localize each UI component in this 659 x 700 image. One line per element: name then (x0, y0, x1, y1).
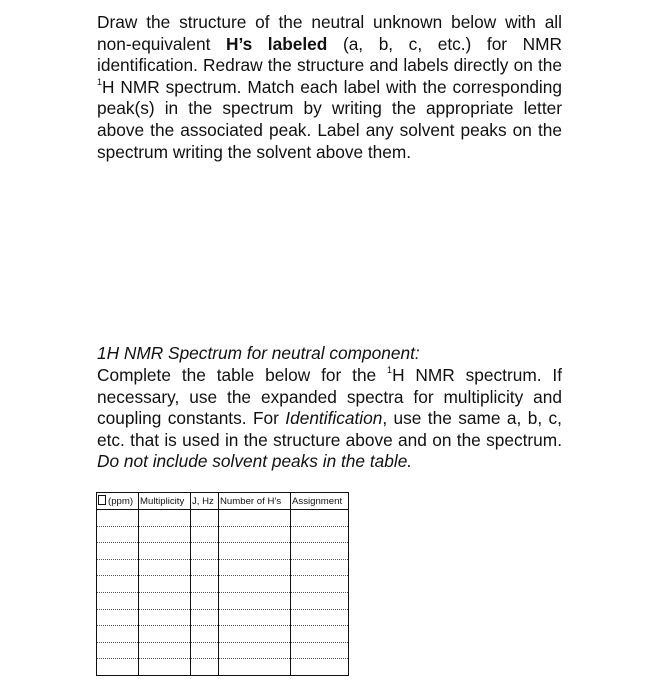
multiplicity-cell[interactable] (139, 559, 191, 576)
assignment-cell[interactable] (291, 609, 349, 626)
instructions-text-3: H NMR spectrum. Match each label with the corresponding peak(s) in the spectrum by writing the appropriate letter above the associated peak. Label any solvent peaks on the spectrum writing the solvent above them. (97, 76, 562, 162)
multiplicity-cell[interactable] (139, 642, 191, 659)
table-row (97, 642, 349, 659)
table-row (97, 576, 349, 593)
assignment-cell[interactable] (291, 559, 349, 576)
coupling-cell[interactable] (191, 543, 219, 560)
coupling-cell[interactable] (191, 559, 219, 576)
missing-glyph-icon (98, 495, 106, 505)
multiplicity-cell[interactable] (139, 543, 191, 560)
count-cell[interactable] (219, 543, 291, 560)
nmr-data-table (96, 492, 349, 676)
identification-italic: Identification (285, 408, 383, 429)
table-row (97, 609, 349, 626)
instructions-bold-text: H’s labeled (225, 33, 328, 54)
superscript-1b: 1 (387, 365, 393, 376)
shift-cell[interactable] (97, 526, 139, 543)
table-row (97, 559, 349, 576)
header-assignment: Assignment (291, 493, 349, 510)
assignment-cell[interactable] (291, 526, 349, 543)
count-cell[interactable] (219, 510, 291, 527)
superscript-1: 1 (97, 77, 103, 88)
instructions-paragraph (97, 12, 562, 163)
table-row (97, 659, 349, 676)
table-row (97, 592, 349, 609)
count-cell[interactable] (219, 626, 291, 643)
table-instructions-text-1: Complete the table below for the (97, 365, 388, 385)
header-coupling: J, Hz (191, 493, 219, 510)
assignment-cell[interactable] (291, 592, 349, 609)
table-row (97, 526, 349, 543)
shift-cell[interactable] (97, 642, 139, 659)
table-instructions-text-3: , use the same a, b, c, etc. that is used in the structure above and on the spectrum. (97, 408, 562, 450)
shift-cell[interactable] (97, 559, 139, 576)
count-cell[interactable] (219, 526, 291, 543)
shift-cell[interactable] (97, 592, 139, 609)
coupling-cell[interactable] (191, 576, 219, 593)
multiplicity-cell[interactable] (139, 526, 191, 543)
multiplicity-cell[interactable] (139, 626, 191, 643)
shift-cell[interactable] (97, 609, 139, 626)
spectrum-heading: 1H NMR Spectrum for neutral component: (97, 343, 420, 363)
header-number-of-h: Number of H’s (219, 493, 291, 510)
count-cell[interactable] (219, 592, 291, 609)
assignment-cell[interactable] (291, 642, 349, 659)
coupling-cell[interactable] (191, 642, 219, 659)
table-row (97, 626, 349, 643)
count-cell[interactable] (219, 576, 291, 593)
header-shift: (ppm) (97, 493, 139, 510)
coupling-cell[interactable] (191, 659, 219, 676)
table-instructions-text-2: H NMR spectrum. If necessary, use the expanded spectra for multiplicity and coupling constants. For (97, 365, 562, 429)
coupling-cell[interactable] (191, 609, 219, 626)
instructions-text-1: Draw the structure of the neutral unknown below with all non-equivalent (97, 12, 562, 54)
multiplicity-cell[interactable] (139, 609, 191, 626)
assignment-cell[interactable] (291, 510, 349, 527)
table-row (97, 543, 349, 560)
multiplicity-cell[interactable] (139, 659, 191, 676)
shift-cell[interactable] (97, 626, 139, 643)
count-cell[interactable] (219, 642, 291, 659)
table-header-row (97, 493, 349, 510)
shift-cell[interactable] (97, 510, 139, 527)
header-multiplicity: Multiplicity (139, 493, 191, 510)
coupling-cell[interactable] (191, 526, 219, 543)
table-row (97, 510, 349, 527)
multiplicity-cell[interactable] (139, 510, 191, 527)
assignment-cell[interactable] (291, 626, 349, 643)
coupling-cell[interactable] (191, 626, 219, 643)
multiplicity-cell[interactable] (139, 576, 191, 593)
assignment-cell[interactable] (291, 543, 349, 560)
count-cell[interactable] (219, 609, 291, 626)
shift-cell[interactable] (97, 659, 139, 676)
count-cell[interactable] (219, 659, 291, 676)
count-cell[interactable] (219, 559, 291, 576)
assignment-cell[interactable] (291, 576, 349, 593)
table-instructions-paragraph (97, 365, 562, 473)
coupling-cell[interactable] (191, 592, 219, 609)
solvent-note-italic: Do not include solvent peaks in the table. (97, 451, 413, 472)
multiplicity-cell[interactable] (139, 592, 191, 609)
shift-cell[interactable] (97, 576, 139, 593)
instructions-text-2: (a, b, c, etc.) for NMR identification. Redraw the structure and labels directly on the (97, 33, 562, 76)
shift-cell[interactable] (97, 543, 139, 560)
coupling-cell[interactable] (191, 510, 219, 527)
assignment-cell[interactable] (291, 659, 349, 676)
